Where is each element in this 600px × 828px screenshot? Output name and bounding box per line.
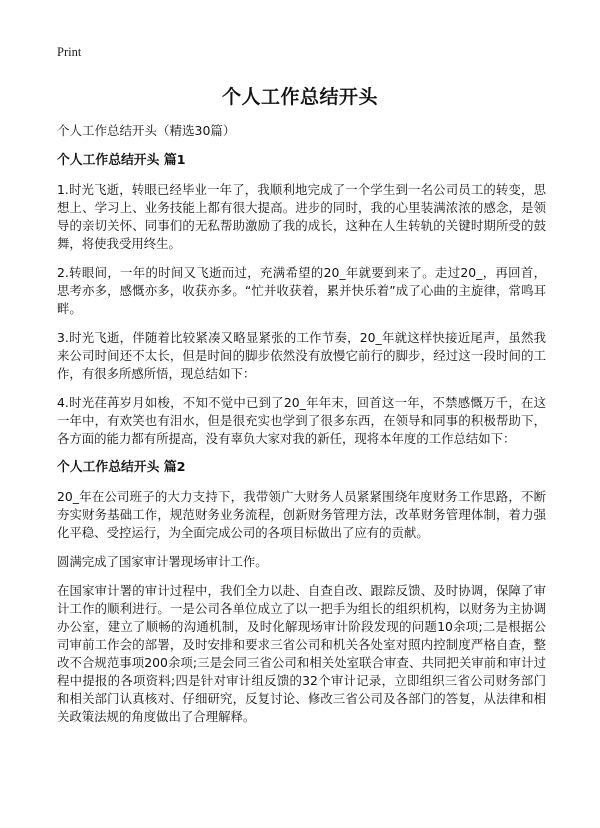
paragraph: 2.转眼间，一年的时间又飞逝而过，充满希望的20_年就要到来了。走过20_，再回首，思考亦多，感慨亦多，收获亦多。“忙并收获着，累并快乐着”成了心曲的主旋律，常鸣耳畔。 [57,265,546,316]
document-body [57,122,546,737]
paragraph: 1.时光飞逝，转眼已经毕业一年了，我顺利地完成了一个学生到一名公司员工的转变，思想上、学习上、业务技能上都有很大提高。进步的同时，我的心里装满浓浓的感念，是领导的亲切关怀、同事们的无私帮助激励了我的成长，这种在人生转轨的关键时期所受的鼓舞，将使我受用终生。 [57,182,546,251]
paragraph: 在国家审计署的审计过程中，我们全力以赴、自查自改、跟踪反馈、及时协调，保障了审计工作的顺利进行。一是公司各单位成立了以一把手为组长的组织机构，以财务为主协调办公室，建立了顺畅的沟通机制，及时化解现场审计阶段发现的问题10余项;二是根据公司审前工作会的部署，及时安排和要求三省公司和机关各处室对照内控制度严格自查，整改不合规范事项200余项;三是会同三省公司和相关处室联合审查、共同把关审前和审计过程中提报的各项资料;四是针对审计组反馈的32个审计记录，立即组织三省公司财务部门和相关部门认真核对、仔细研究，反复讨论、修改三省公司及各部门的答复，从法律和相关政策法规的角度做出了合理解释。 [57,583,546,724]
document-subtitle: 个人工作总结开头（精选30篇） [57,123,236,138]
print-link[interactable]: Print [57,45,82,59]
paragraph: 3.时光飞逝，伴随着比较紧凑又略显紧张的工作节奏，20_年就这样快接近尾声，虽然我来公司时间还不太长，但是时间的脚步依然没有放慢它前行的脚步，经过这一段时间的工作，有很多所感所悟，现总结如下： [57,330,546,381]
section-heading-2: 个人工作总结开头 篇2 [57,460,186,475]
section-heading-1: 个人工作总结开头 篇1 [57,153,186,168]
paragraph: 4.时光荏苒岁月如梭，不知不觉中已到了20_年年末，回首这一年，不禁感慨万千，在这一年中，有欢笑也有泪水，但是很充实也学到了很多东西，在领导和同事的积极帮助下，各方面的能力都有所提高，没有辜负大家对我的新任，现将本年度的工作总结如下： [57,395,546,446]
paragraph: 20_年在公司班子的大力支持下，我带领广大财务人员紧紧围绕年度财务工作思路，不断夯实财务基础工作，规范财务业务流程，创新财务管理方法，改革财务管理体制，着力强化平稳、受控运行，为全面完成公司的各项目标做出了应有的贡献。 [57,489,546,540]
paragraph: 圆满完成了国家审计署现场审计工作。 [57,554,268,569]
document-title: 个人工作总结开头 [221,86,378,108]
